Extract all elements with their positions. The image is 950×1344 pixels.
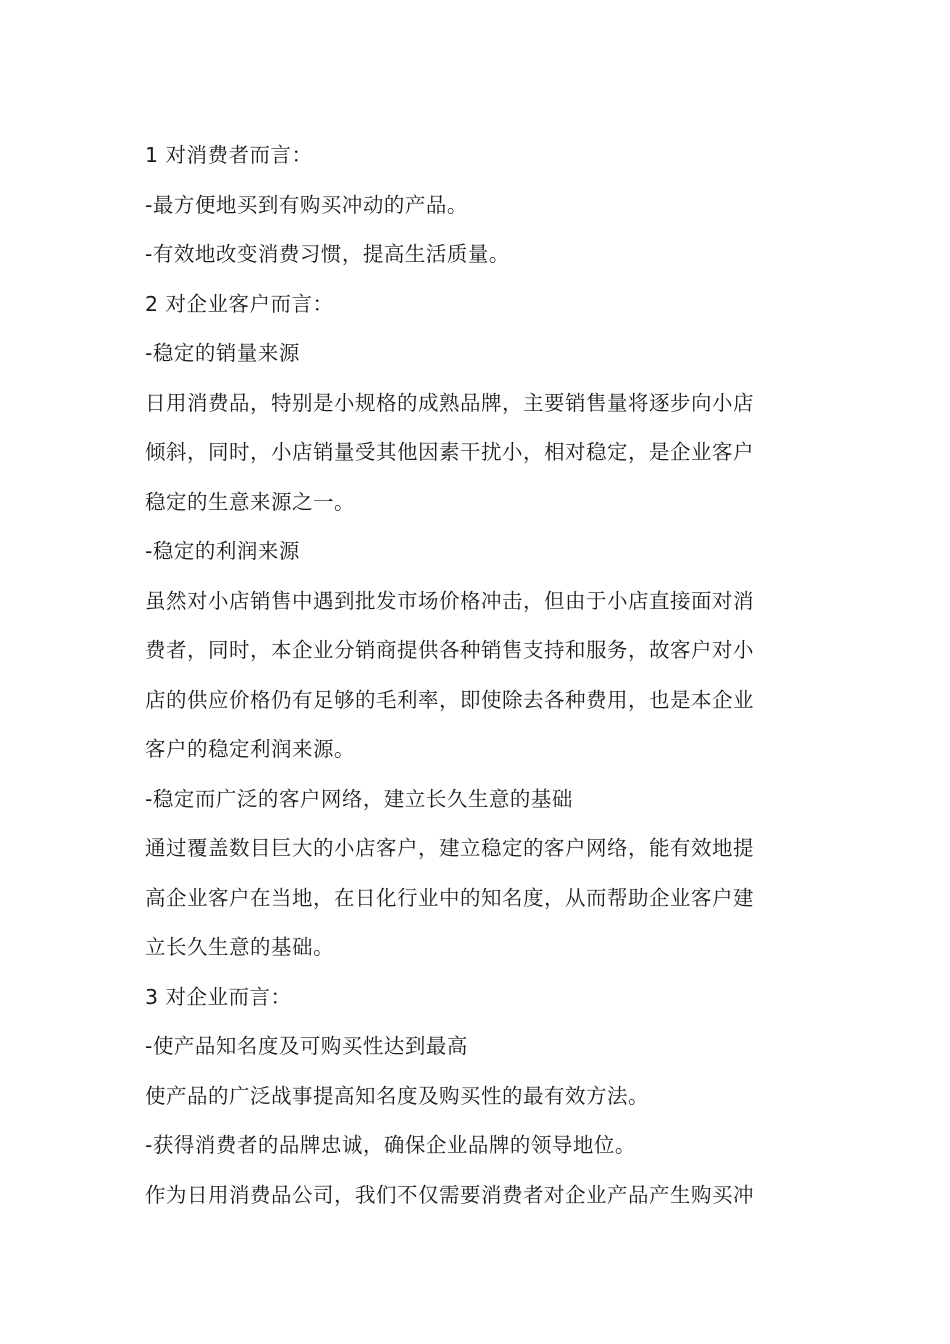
- paragraph-line: 店的供应价格仍有足够的毛利率，即使除去各种费用，也是本企业: [145, 687, 754, 712]
- bullet-line: -稳定的利润来源: [145, 539, 300, 563]
- paragraph-line: 作为日用消费品公司，我们不仅需要消费者对企业产品产生购买冲: [145, 1182, 754, 1207]
- bullet-line: -有效地改变消费习惯，提高生活质量。: [145, 242, 510, 266]
- bullet-line: -最方便地买到有购买冲动的产品。: [145, 192, 468, 217]
- paragraph-line: 立长久生意的基础。: [145, 935, 334, 959]
- heading-enterprise: 3 对企业而言：: [145, 984, 292, 1009]
- heading-business-clients: 2 对企业客户而言：: [145, 291, 334, 316]
- bullet-line: -稳定而广泛的客户网络，建立长久生意的基础: [145, 786, 573, 811]
- paragraph-line: 通过覆盖数目巨大的小店客户，建立稳定的客户网络，能有效地提: [145, 836, 754, 860]
- paragraph-line: 稳定的生意来源之一。: [145, 489, 355, 514]
- paragraph-line: 客户的稳定利润来源。: [145, 737, 355, 761]
- paragraph-line: 高企业客户在当地，在日化行业中的知名度，从而帮助企业客户建: [145, 885, 754, 910]
- paragraph-line: 费者，同时，本企业分销商提供各种销售支持和服务，故客户对小: [145, 638, 754, 662]
- paragraph-line: 日用消费品，特别是小规格的成熟品牌，主要销售量将逐步向小店: [145, 390, 754, 415]
- bullet-line: -稳定的销量来源: [145, 341, 300, 365]
- bullet-line: -使产品知名度及可购买性达到最高: [145, 1034, 468, 1058]
- heading-consumers: 1 对消费者而言：: [145, 143, 313, 167]
- paragraph-line: 倾斜，同时，小店销量受其他因素干扰小，相对稳定，是企业客户: [145, 440, 754, 464]
- paragraph-line: 虽然对小店销售中遇到批发市场价格冲击，但由于小店直接面对消: [145, 588, 754, 613]
- bullet-line: -获得消费者的品牌忠诚，确保企业品牌的领导地位。: [145, 1133, 636, 1157]
- document-body: [145, 131, 815, 1220]
- paragraph-line: 使产品的广泛战事提高知名度及购买性的最有效方法。: [145, 1083, 649, 1108]
